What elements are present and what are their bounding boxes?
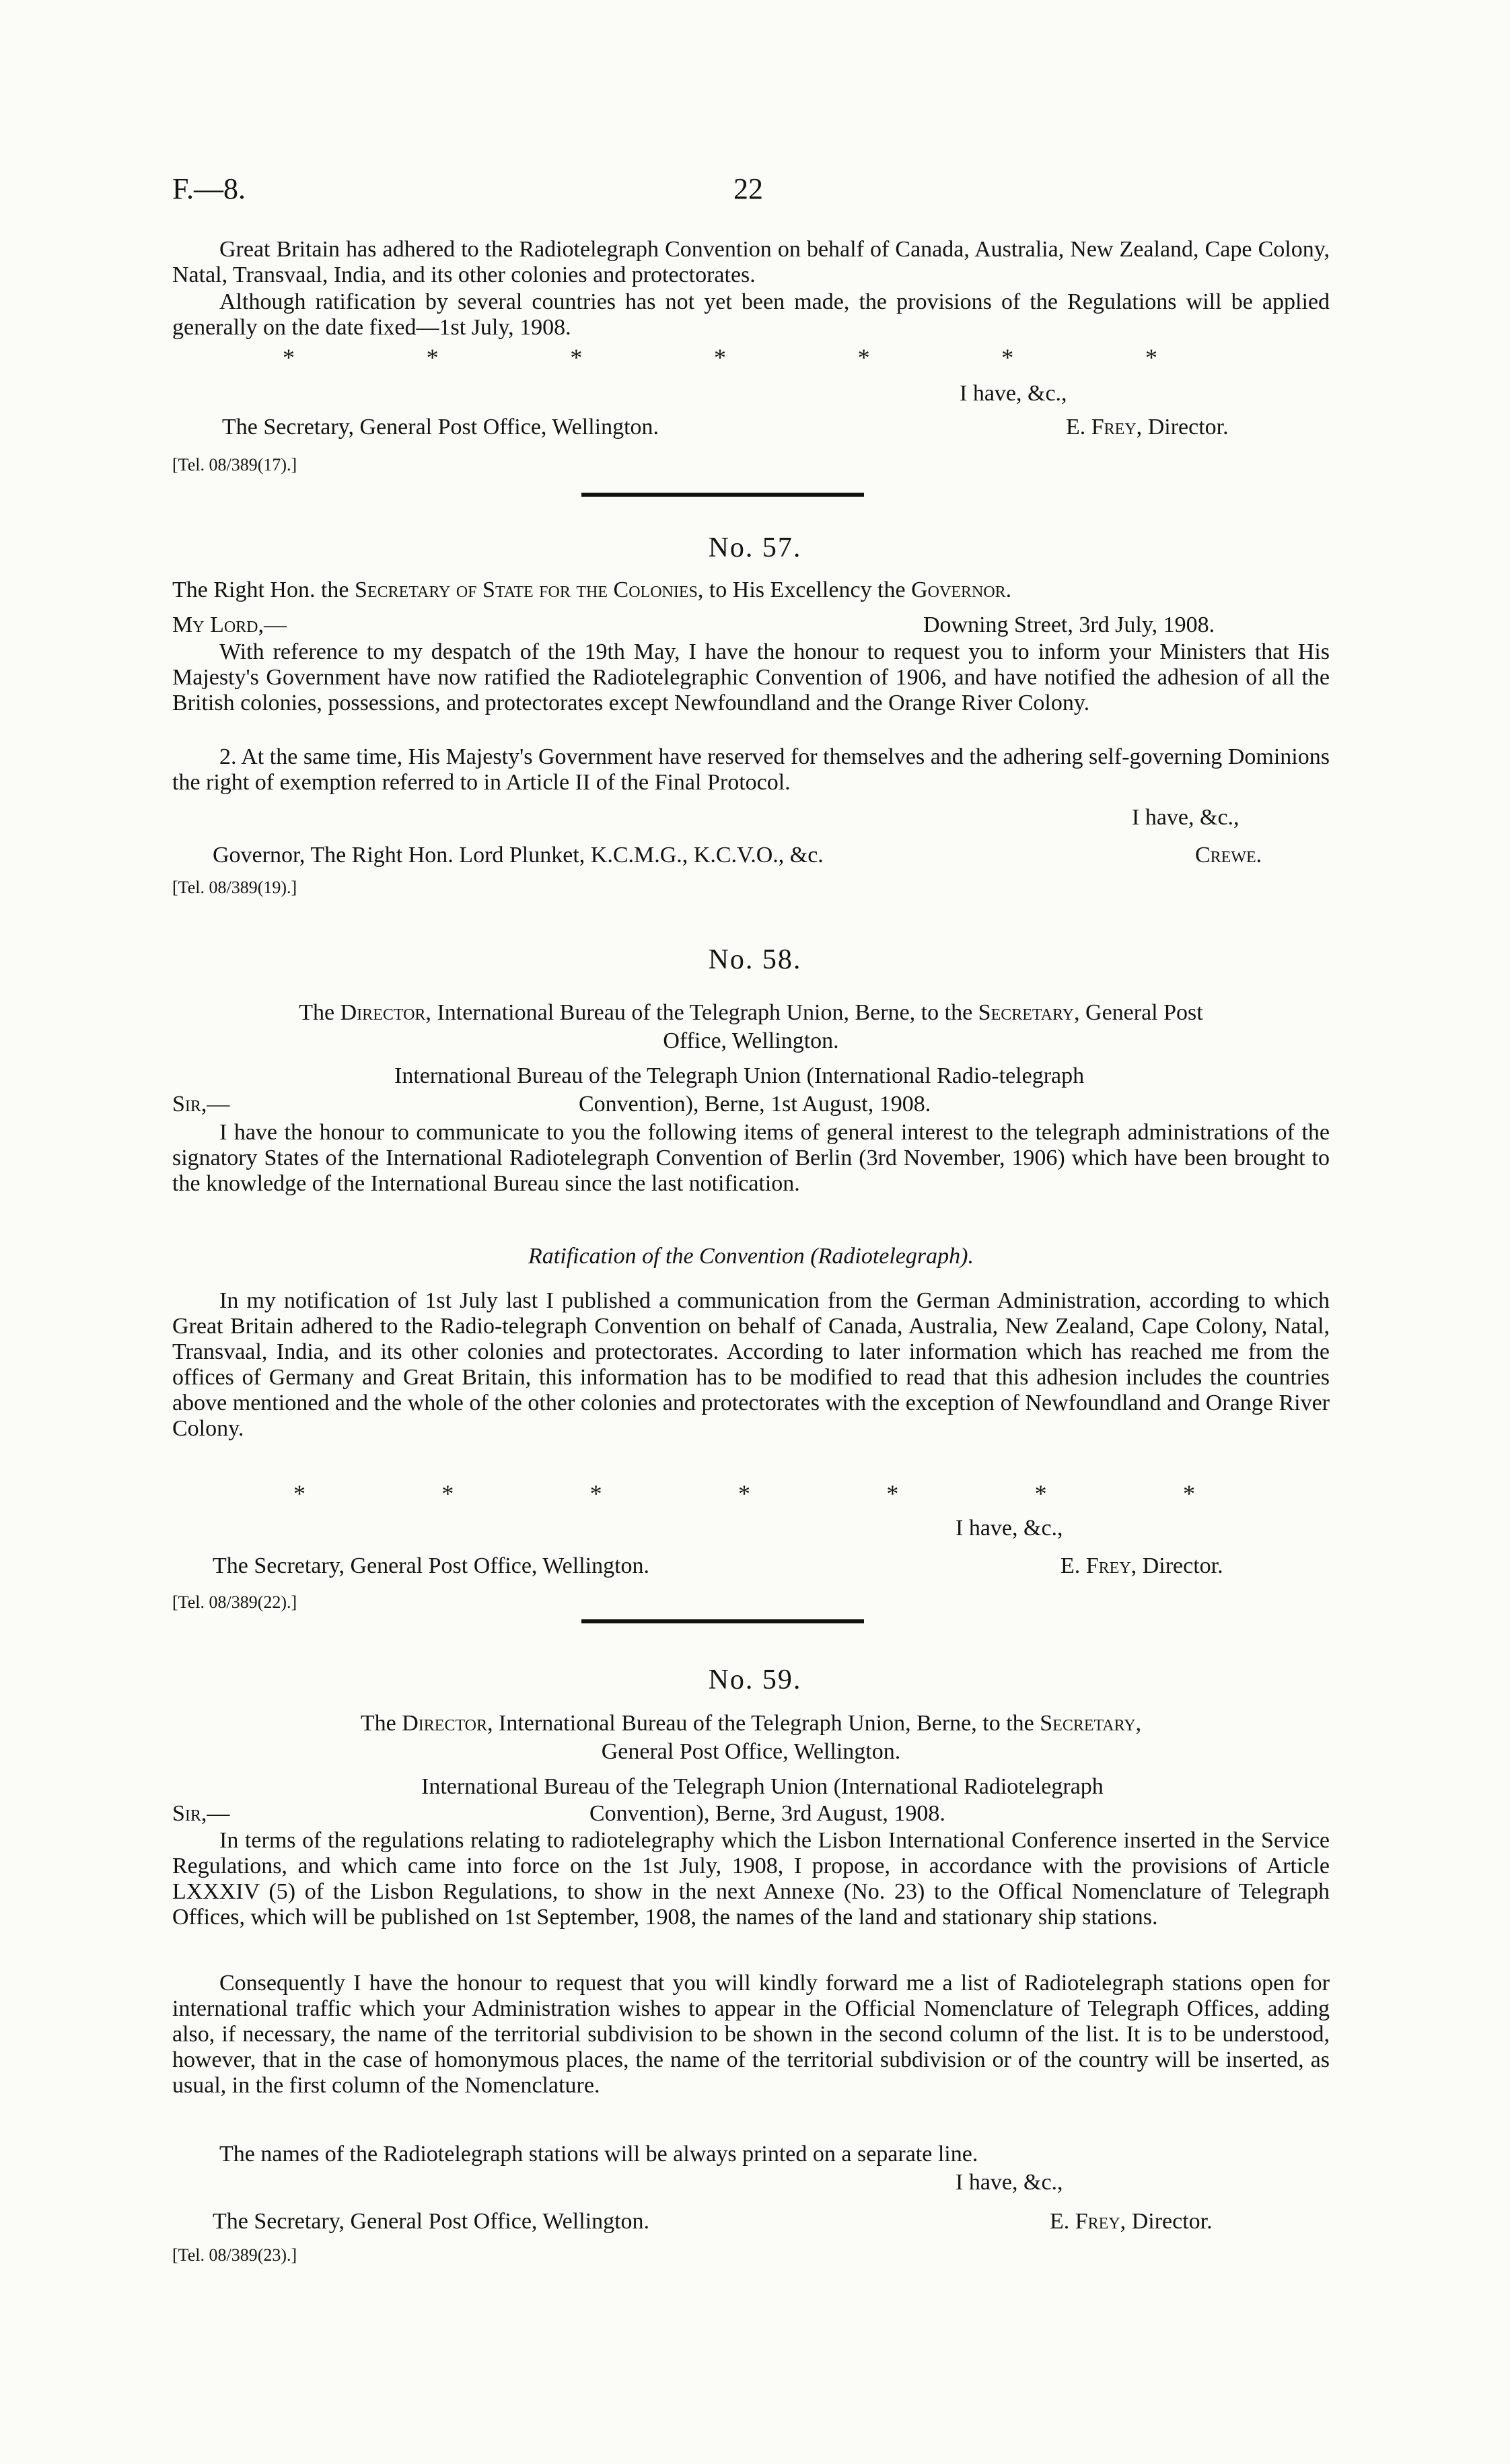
star: * xyxy=(441,1480,454,1507)
section-divider xyxy=(581,1619,864,1623)
route-to: Secretary, xyxy=(1040,1711,1142,1736)
route-text: The xyxy=(299,1000,335,1025)
letter-58-paragraph-2: In my notification of 1st July last I published a communication from the German Administration, according to which Great Britain adhered to the Radio-telegraph Convention on behalf of Canada, Australia, New Zealand, Cape Colony, Natal, Transvaal, India, and its other colonies and protectorates. According to later information which has reached me from the offices of Germany and Great Britain, this information has to be modified to read that this adhesion includes the countries above mentioned and the whole of the other colonies and protectorates with the exception of Newfoundland and Orange River Colony. xyxy=(172,1288,1330,1441)
star: * xyxy=(738,1480,750,1507)
intro-paragraph-1: Great Britain has adhered to the Radiotelegraph Convention on behalf of Canada, Australia, New Zealand, Cape Colony, Natal, Transvaal, India, and its other colonies and protectorates. xyxy=(172,237,1330,287)
route-text: The Right Hon. the xyxy=(172,577,349,602)
star: * xyxy=(886,1480,899,1507)
letter-58-paragraph-1: I have the honour to communicate to you the following items of general interest to the telegraph administrations of the signatory States of the International Radiotelegraph Convention of Berlin (3rd November, 1906) which have been brought to the knowledge of the International Bureau since the last notification. xyxy=(172,1120,1330,1196)
letter-58-i-have: I have, &c., xyxy=(956,1516,1063,1541)
letter-59-i-have: I have, &c., xyxy=(956,2170,1063,2195)
route-text: to His Excellency the xyxy=(709,577,906,602)
signature-title: Director. xyxy=(1147,415,1229,439)
star: * xyxy=(570,344,583,371)
letter-59-paragraph-1: In terms of the regulations relating to radiotelegraphy which the Lisbon International Conference inserted in the Service Regulations, and which came into force on the 1st July, 1908, I propose, in accordance with the provisions of Article LXXXIV (5) of the Lisbon Regulations, to show in the next Annexe (No. 23) to the Offical Nomenclature of Telegraph Offices, which will be published on 1st September, 1908, the names of the land and stationary ship stations. xyxy=(172,1828,1330,1930)
letter-57-paragraph-2: 2. At the same time, His Majesty's Government have reserved for themselves and the adhering self-governing Dominions the right of exemption referred to in Article II of the Final Protocol. xyxy=(172,744,1330,795)
letter-58-dateline-2: Convention), Berne, 1st August, 1908. xyxy=(579,1092,931,1117)
route-text: General Post xyxy=(1085,1000,1203,1025)
intro-paragraph-2: Although ratification by several countries has not yet been made, the provisions of the Regulations will be applied generally on the date fixed—1st July, 1908. xyxy=(172,289,1330,340)
star: * xyxy=(589,1480,602,1507)
route-text: International Bureau of the Telegraph Union, Berne, to the xyxy=(499,1711,1034,1736)
letter-57-route xyxy=(172,577,1330,603)
letter-58-addressee: The Secretary, General Post Office, Wellington. xyxy=(213,1553,650,1578)
star: * xyxy=(1182,1480,1195,1507)
signature-name: E. Frey, xyxy=(1060,1553,1137,1578)
intro-addressee: The Secretary, General Post Office, Wellington. xyxy=(222,415,659,439)
letter-58-salutation: Sir,— xyxy=(172,1092,230,1117)
letter-57-dateline: Downing Street, 3rd July, 1908. xyxy=(923,612,1215,637)
letter-57-signature: Crewe. xyxy=(1195,843,1262,868)
star: * xyxy=(713,344,726,371)
letter-59-paragraph-3: The names of the Radiotelegraph stations will be always printed on a separate line. xyxy=(219,2142,978,2167)
route-from: Secretary of State for the Colonies, xyxy=(355,577,704,602)
page-reference: F.—8. xyxy=(172,172,246,205)
signature-title: Director. xyxy=(1131,2209,1213,2234)
letter-57-paragraph-1: With reference to my despatch of the 19th May, I have the honour to request you to inform your Ministers that His Majesty's Government have now ratified the Radiotelegraphic Convention of 1906, and have notified the adhesion of all the British colonies, possessions, and protectorates except Newfoundland and the Orange River Colony. xyxy=(172,639,1330,715)
route-text: International Bureau of the Telegraph Union, Berne, to the xyxy=(437,1000,973,1025)
letter-59-addressee: The Secretary, General Post Office, Wellington. xyxy=(213,2209,650,2234)
letter-59-dateline-2: Convention), Berne, 3rd August, 1908. xyxy=(589,1801,945,1826)
star: * xyxy=(426,344,439,371)
star: * xyxy=(293,1480,305,1507)
letter-59-paragraph-2: Consequently I have the honour to request that you will kindly forward me a list of Radiotelegraph stations open for international traffic which your Administration wishes to appear in the Official Nomenclature of Telegraph Offices, adding also, if necessary, the name of the territorial subdivision to be shown in the second column of the list. It is to be understood, however, that in the case of homonymous places, the name of the territorial subdivision or of the country will be inserted, as usual, in the first column of the Nomenclature. xyxy=(172,1971,1330,2098)
route-to: Secretary, xyxy=(978,1000,1080,1025)
star: * xyxy=(1145,344,1157,371)
star: * xyxy=(857,344,870,371)
letter-57-salutation: My Lord,— xyxy=(172,612,287,637)
letter-57-i-have: I have, &c., xyxy=(1132,805,1239,830)
letter-58-signature xyxy=(1060,1553,1223,1579)
letter-59-dateline-1: International Bureau of the Telegraph Union (International Radiotelegraph xyxy=(421,1774,1104,1799)
route-to: Governor. xyxy=(911,577,1012,602)
star: * xyxy=(1001,344,1014,371)
section-divider xyxy=(581,493,864,497)
route-from: Director, xyxy=(340,1000,431,1025)
letter-57-addressee: Governor, The Right Hon. Lord Plunket, K.C.M.G., K.C.V.O., &c. xyxy=(213,843,824,868)
letter-57-tel-reference: [Tel. 08/389(19).] xyxy=(172,878,297,897)
route-from: Director, xyxy=(402,1711,493,1736)
route-text: The xyxy=(360,1711,396,1736)
intro-tel-reference: [Tel. 08/389(17).] xyxy=(172,455,297,474)
signature-name: E. Frey, xyxy=(1050,2209,1126,2234)
letter-59-route xyxy=(172,1711,1330,1736)
letter-57-heading: No. 57. xyxy=(708,532,802,563)
signature-title: Director. xyxy=(1142,1553,1223,1578)
star: * xyxy=(1034,1480,1047,1507)
letter-58-heading: No. 58. xyxy=(708,944,802,975)
letter-59-route-line-2: General Post Office, Wellington. xyxy=(601,1739,901,1764)
letter-58-route-line-2: Office, Wellington. xyxy=(663,1028,839,1053)
letter-59-tel-reference: [Tel. 08/389(23).] xyxy=(172,2245,297,2265)
letter-59-heading: No. 59. xyxy=(708,1664,802,1695)
intro-signature xyxy=(1066,415,1229,440)
star: * xyxy=(283,344,295,371)
letter-58-stars-row xyxy=(293,1479,1195,1508)
intro-i-have: I have, &c., xyxy=(960,381,1067,406)
letter-59-salutation: Sir,— xyxy=(172,1801,230,1826)
letter-59-signature xyxy=(1050,2209,1213,2234)
letter-58-route xyxy=(172,1000,1330,1026)
letter-58-subheading: Ratification of the Convention (Radiotelegraph). xyxy=(528,1244,974,1269)
letter-58-dateline-1: International Bureau of the Telegraph Union (International Radio-telegraph xyxy=(394,1063,1085,1088)
intro-stars-row xyxy=(283,343,1157,372)
letter-58-tel-reference: [Tel. 08/389(22).] xyxy=(172,1592,297,1612)
signature-name: E. Frey, xyxy=(1066,415,1143,439)
page-number: 22 xyxy=(733,172,763,205)
